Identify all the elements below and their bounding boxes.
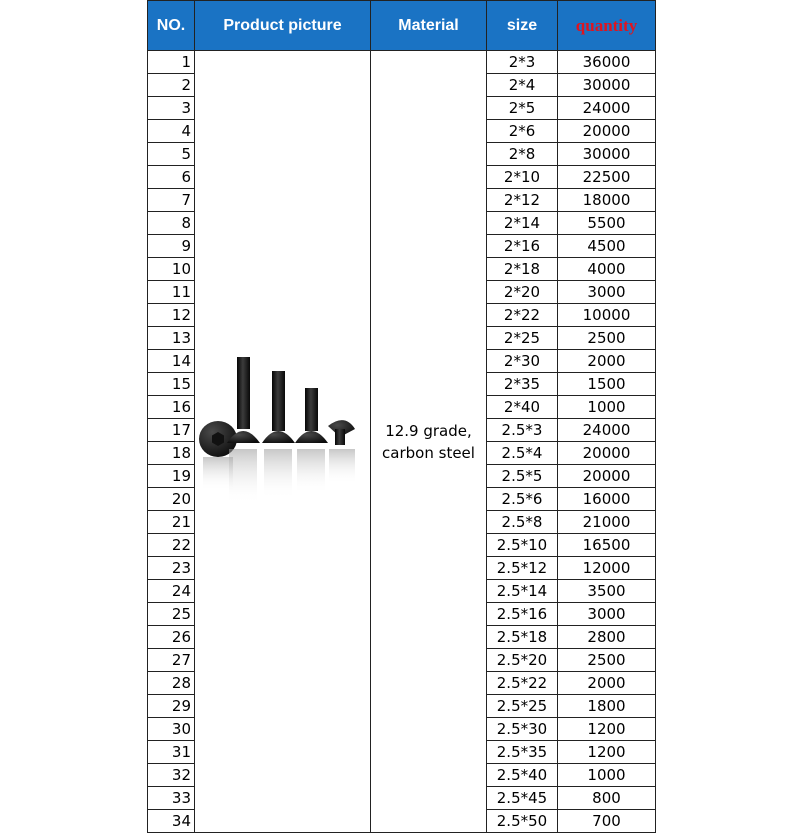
size-cell: 2*16	[487, 235, 558, 258]
spec-sheet	[147, 0, 655, 830]
quantity-cell: 2000	[558, 350, 656, 373]
size-cell: 2*8	[487, 143, 558, 166]
row-number: 33	[148, 787, 195, 810]
quantity-cell: 21000	[558, 511, 656, 534]
size-cell: 2.5*6	[487, 488, 558, 511]
quantity-cell: 20000	[558, 120, 656, 143]
row-number: 28	[148, 672, 195, 695]
quantity-cell: 1000	[558, 396, 656, 419]
row-number: 7	[148, 189, 195, 212]
size-cell: 2.5*14	[487, 580, 558, 603]
quantity-cell: 5500	[558, 212, 656, 235]
quantity-cell: 3500	[558, 580, 656, 603]
quantity-cell: 18000	[558, 189, 656, 212]
row-number: 34	[148, 810, 195, 833]
size-cell: 2*3	[487, 51, 558, 74]
row-number: 6	[148, 166, 195, 189]
product-picture-cell	[195, 51, 371, 833]
header-size: size	[487, 1, 558, 51]
row-number: 25	[148, 603, 195, 626]
row-number: 22	[148, 534, 195, 557]
quantity-cell: 36000	[558, 51, 656, 74]
size-cell: 2.5*16	[487, 603, 558, 626]
quantity-cell: 12000	[558, 557, 656, 580]
size-cell: 2*22	[487, 304, 558, 327]
size-cell: 2*18	[487, 258, 558, 281]
size-cell: 2.5*22	[487, 672, 558, 695]
size-cell: 2*4	[487, 74, 558, 97]
quantity-cell: 2800	[558, 626, 656, 649]
size-cell: 2.5*35	[487, 741, 558, 764]
row-number: 1	[148, 51, 195, 74]
quantity-cell: 1500	[558, 373, 656, 396]
size-cell: 2.5*45	[487, 787, 558, 810]
quantity-cell: 30000	[558, 143, 656, 166]
product-spec-table	[147, 0, 656, 833]
size-cell: 2*30	[487, 350, 558, 373]
size-cell: 2.5*30	[487, 718, 558, 741]
material-cell	[371, 51, 487, 833]
quantity-cell: 3000	[558, 281, 656, 304]
quantity-cell: 700	[558, 810, 656, 833]
size-cell: 2*35	[487, 373, 558, 396]
size-cell: 2.5*50	[487, 810, 558, 833]
table-body	[148, 51, 656, 833]
quantity-cell: 20000	[558, 465, 656, 488]
row-number: 3	[148, 97, 195, 120]
row-number: 11	[148, 281, 195, 304]
quantity-cell: 30000	[558, 74, 656, 97]
size-cell: 2*10	[487, 166, 558, 189]
quantity-cell: 1800	[558, 695, 656, 718]
row-number: 18	[148, 442, 195, 465]
row-number: 21	[148, 511, 195, 534]
quantity-cell: 2500	[558, 649, 656, 672]
row-number: 8	[148, 212, 195, 235]
row-number: 24	[148, 580, 195, 603]
size-cell: 2.5*25	[487, 695, 558, 718]
quantity-cell: 4500	[558, 235, 656, 258]
size-cell: 2*12	[487, 189, 558, 212]
size-cell: 2*40	[487, 396, 558, 419]
size-cell: 2.5*3	[487, 419, 558, 442]
row-number: 16	[148, 396, 195, 419]
header-product-picture: Product picture	[195, 1, 371, 51]
size-cell: 2*6	[487, 120, 558, 143]
screws-image-icon	[195, 357, 371, 527]
row-number: 4	[148, 120, 195, 143]
row-number: 19	[148, 465, 195, 488]
material-text-line2: carbon steel	[382, 443, 475, 462]
material-text-line1: 12.9 grade,	[385, 421, 472, 440]
quantity-cell: 24000	[558, 419, 656, 442]
row-number: 10	[148, 258, 195, 281]
row-number: 32	[148, 764, 195, 787]
size-cell: 2.5*20	[487, 649, 558, 672]
row-number: 9	[148, 235, 195, 258]
row-number: 5	[148, 143, 195, 166]
header-row	[148, 1, 656, 51]
row-number: 13	[148, 327, 195, 350]
quantity-cell: 4000	[558, 258, 656, 281]
size-cell: 2.5*5	[487, 465, 558, 488]
row-number: 2	[148, 74, 195, 97]
size-cell: 2.5*18	[487, 626, 558, 649]
header-material: Material	[371, 1, 487, 51]
row-number: 23	[148, 557, 195, 580]
row-number: 20	[148, 488, 195, 511]
quantity-cell: 800	[558, 787, 656, 810]
size-cell: 2.5*4	[487, 442, 558, 465]
size-cell: 2.5*40	[487, 764, 558, 787]
row-number: 14	[148, 350, 195, 373]
size-cell: 2*20	[487, 281, 558, 304]
row-number: 31	[148, 741, 195, 764]
quantity-cell: 22500	[558, 166, 656, 189]
quantity-cell: 2000	[558, 672, 656, 695]
row-number: 29	[148, 695, 195, 718]
table-row	[148, 51, 656, 74]
size-cell: 2*25	[487, 327, 558, 350]
header-no: NO.	[148, 1, 195, 51]
quantity-cell: 16500	[558, 534, 656, 557]
row-number: 15	[148, 373, 195, 396]
quantity-cell: 1200	[558, 741, 656, 764]
quantity-cell: 16000	[558, 488, 656, 511]
quantity-cell: 3000	[558, 603, 656, 626]
quantity-cell: 1000	[558, 764, 656, 787]
quantity-cell: 24000	[558, 97, 656, 120]
row-number: 27	[148, 649, 195, 672]
size-cell: 2*5	[487, 97, 558, 120]
size-cell: 2.5*8	[487, 511, 558, 534]
row-number: 26	[148, 626, 195, 649]
size-cell: 2*14	[487, 212, 558, 235]
size-cell: 2.5*10	[487, 534, 558, 557]
quantity-cell: 20000	[558, 442, 656, 465]
quantity-cell: 2500	[558, 327, 656, 350]
quantity-cell: 1200	[558, 718, 656, 741]
quantity-cell: 10000	[558, 304, 656, 327]
header-quantity: quantity	[558, 1, 656, 51]
size-cell: 2.5*12	[487, 557, 558, 580]
row-number: 12	[148, 304, 195, 327]
row-number: 17	[148, 419, 195, 442]
row-number: 30	[148, 718, 195, 741]
